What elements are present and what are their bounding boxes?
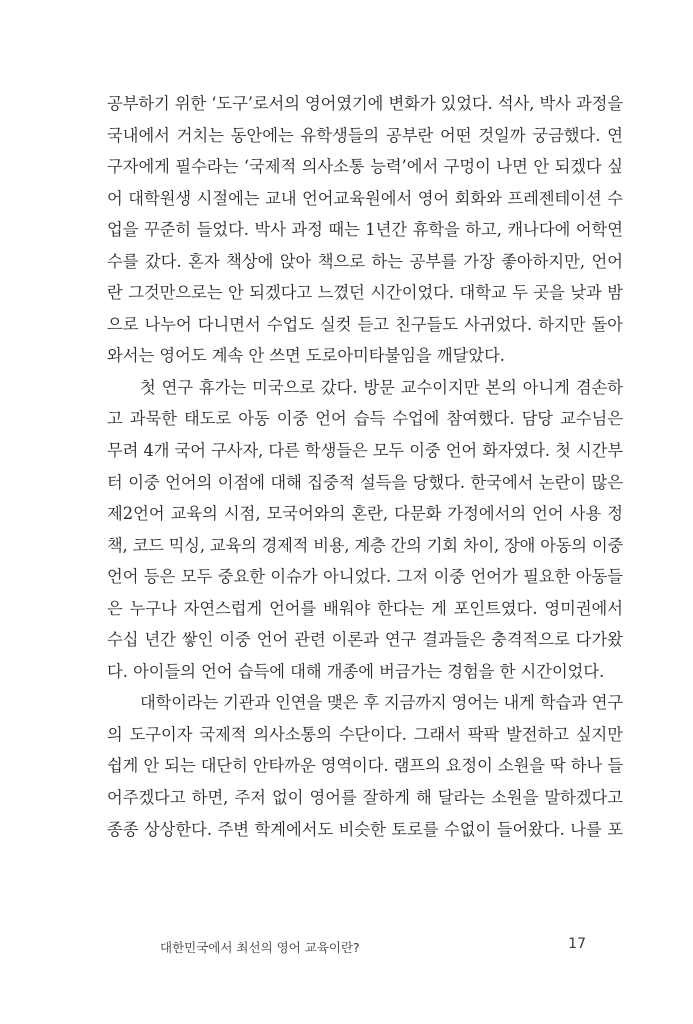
running-footer-title: 대한민국에서 최선의 영어 교육이란?: [160, 940, 360, 955]
text-line: 수를 갔다. 혼자 책상에 앉아 책으로 하는 공부를 가장 좋아하지만, 언어: [107, 251, 623, 271]
text-line: 고 과묵한 태도로 아동 이중 언어 습득 수업에 참여했다. 담당 교수님은: [107, 409, 623, 429]
paragraph-1: [107, 88, 623, 372]
text-line: 으로 나누어 다니면서 수업도 실컷 듣고 친구들도 사귀었다. 하지만 돌아: [107, 314, 623, 334]
text-line: 종종 상상한다. 주변 학계에서도 비슷한 토로를 수없이 들어왔다. 나를 포: [107, 819, 623, 839]
text-line: 구자에게 필수라는 ‘국제적 의사소통 능력’에서 구멍이 나면 안 되겠다 싶: [107, 157, 623, 177]
text-line: 대학이라는 기관과 인연을 맺은 후 지금까지 영어는 내게 학습과 연구: [140, 693, 623, 713]
text-line: 다. 아이들의 언어 습득에 대해 개종에 버금가는 경험을 한 시간이었다.: [107, 661, 605, 681]
text-line: 어 대학원생 시절에는 교내 언어교육원에서 영어 회화와 프레젠테이션 수: [107, 188, 623, 208]
page-footer: [160, 934, 600, 958]
paragraph-3: [107, 687, 623, 845]
text-line: 와서는 영어도 계속 안 쓰면 도로아미타불임을 깨달았다.: [107, 346, 505, 366]
text-line: 국내에서 거치는 동안에는 유학생들의 공부란 어떤 것일까 궁금했다. 연: [107, 125, 623, 145]
text-line: 수십 년간 쌓인 이중 언어 관련 이론과 연구 결과들은 충격적으로 다가왔: [107, 630, 623, 650]
page-number: 17: [568, 936, 586, 952]
text-line: 무려 4개 국어 구사자, 다른 학생들은 모두 이중 언어 화자였다. 첫 시간부: [107, 441, 623, 461]
text-line: 업을 꾸준히 들었다. 박사 과정 때는 1년간 휴학을 하고, 캐나다에 어학연: [107, 220, 623, 240]
text-line: 의 도구이자 국제적 의사소통의 수단이다. 그래서 팍팍 발전하고 싶지만: [107, 724, 623, 744]
text-line: 어주겠다고 하면, 주저 없이 영어를 잘하게 해 달라는 소원을 말하겠다고: [107, 788, 623, 808]
text-line: 은 누구나 자연스럽게 언어를 배워야 한다는 게 포인트였다. 영미권에서: [107, 598, 623, 618]
body-text: [107, 88, 623, 845]
text-line: 공부하기 위한 ‘도구’로서의 영어였기에 변화가 있었다. 석사, 박사 과정을: [107, 94, 623, 113]
text-line: 란 그것만으로는 안 되겠다고 느꼈던 시간이었다. 대학교 두 곳을 낮과 밤: [107, 283, 623, 303]
text-line: 쉽게 안 되는 대단히 안타까운 영역이다. 램프의 요정이 소원을 딱 하나 들: [107, 756, 623, 776]
text-line: 터 이중 언어의 이점에 대해 집중적 설득을 당했다. 한국에서 논란이 많은: [107, 472, 623, 492]
text-line: 언어 등은 모두 중요한 이슈가 아니었다. 그저 이중 언어가 필요한 아동들: [107, 567, 623, 587]
text-line: 제2언어 교육의 시점, 모국어와의 혼란, 다문화 가정에서의 언어 사용 정: [107, 504, 623, 524]
paragraph-2: [107, 372, 623, 687]
text-line: 책, 코드 믹싱, 교육의 경제적 비용, 계층 간의 기회 차이, 장애 아동의 이중: [107, 535, 623, 555]
text-line: 첫 연구 휴가는 미국으로 갔다. 방문 교수이지만 본의 아니게 겸손하: [140, 377, 623, 397]
